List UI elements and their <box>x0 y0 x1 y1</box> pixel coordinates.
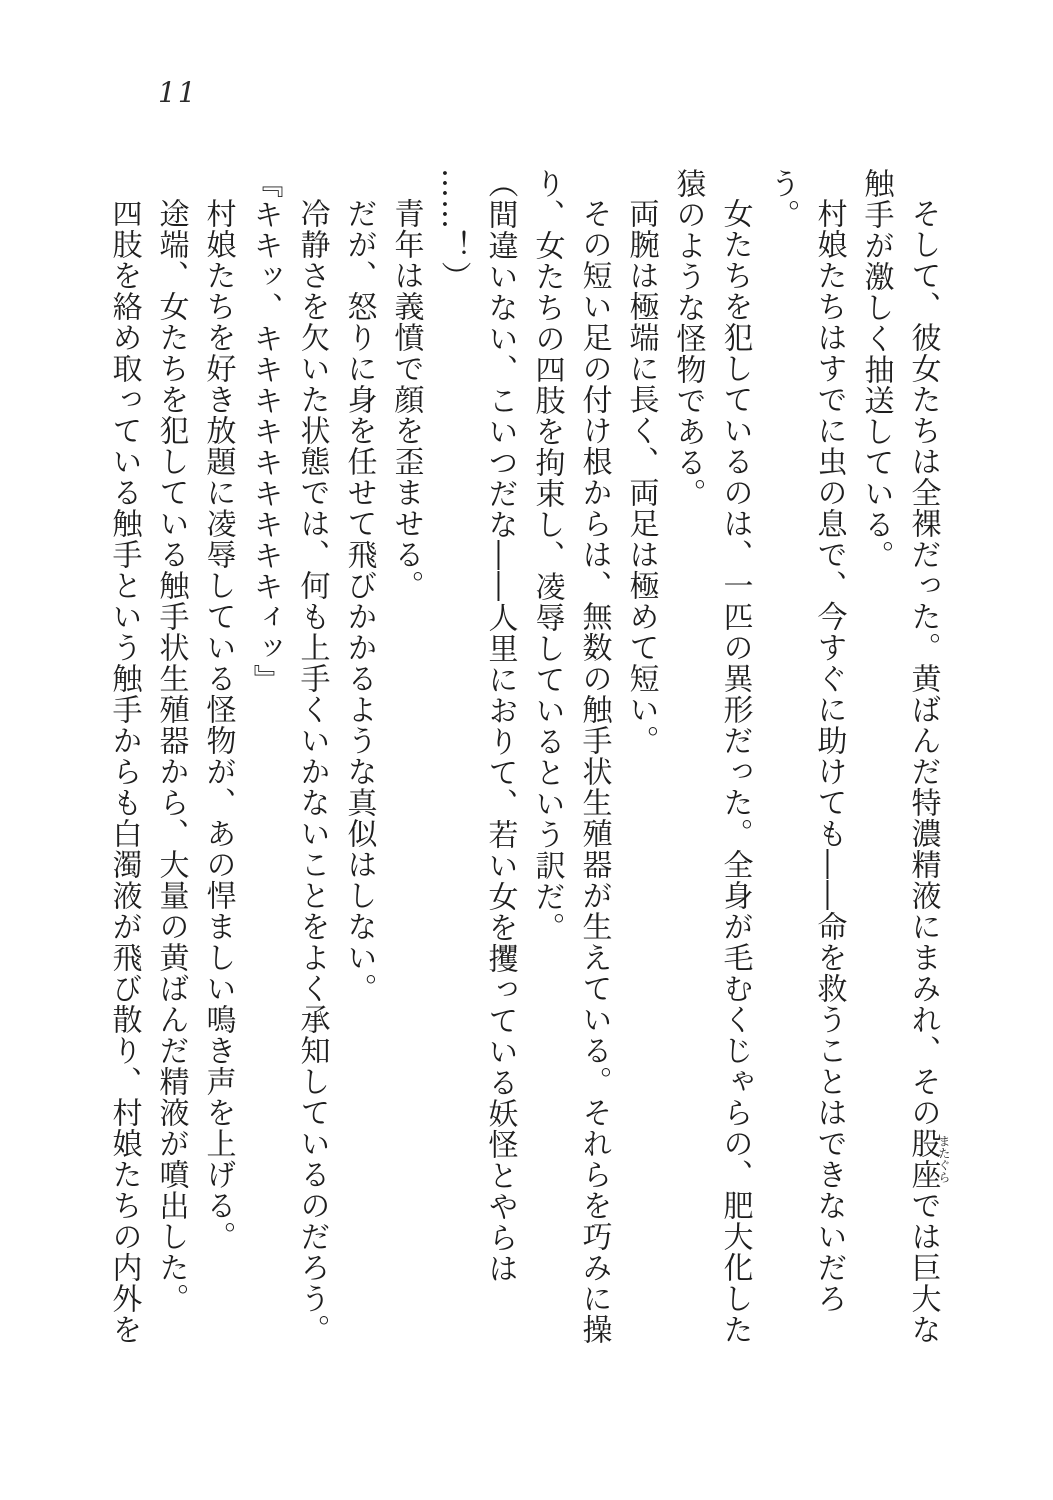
text-line: 村娘たちを好き放題に凌辱している怪物が、あの悍ましい鳴き声を上げる。 <box>200 198 236 1252</box>
text-line: （間違いない、こいつだな――人里におりて、若い女を攫っている妖怪とやらは <box>482 168 518 1284</box>
text-line: 途端、女たちを犯している触手状生殖器から、大量の黄ばんだ精液が噴出した。 <box>153 198 189 1314</box>
body-text <box>101 168 951 1360</box>
text-line: 触手が激しく抽送している。 <box>858 168 894 571</box>
text-line: その短い足の付け根からは、無数の触手状生殖器が生えている。それらを巧みに操 <box>576 198 612 1345</box>
text-line: 両腕は極端に長く、両足は極めて短い。 <box>623 198 659 756</box>
text-line: り、女たちの四肢を拘束し、凌辱しているという訳だ。 <box>529 168 565 943</box>
text-line: 四肢を絡め取っている触手という触手からも白濁液が飛び散り、村娘たちの内外を <box>106 198 142 1345</box>
text-line: 女たちを犯しているのは、一匹の異形だった。全身が毛むくじゃらの、肥大化した <box>717 198 753 1345</box>
text-line: だが、怒りに身を任せて飛びかかるような真似はしない。 <box>341 198 377 1004</box>
ruby-annotated-word: 股座またぐら <box>905 1128 951 1190</box>
page-number: 11 <box>158 76 198 109</box>
text-line: そして、彼女たちは全裸だった。黄ばんだ特濃精液にまみれ、その股座またぐらでは巨大な <box>905 198 951 1345</box>
text-line: 『キキッ、キキキキキキキキキィッ』 <box>247 168 283 695</box>
text-line: 青年は義憤で顔を歪ませる。 <box>388 198 424 601</box>
text-line: 村娘たちはすでに虫の息で、今すぐに助けても――命を救うことはできないだろう。 <box>764 168 847 1314</box>
text-line: ……！） <box>435 168 471 292</box>
text-line: 猿のような怪物である。 <box>670 168 706 509</box>
text-line: 冷静さを欠いた状態では、何も上手くいかないことをよく承知しているのだろう。 <box>294 198 330 1345</box>
